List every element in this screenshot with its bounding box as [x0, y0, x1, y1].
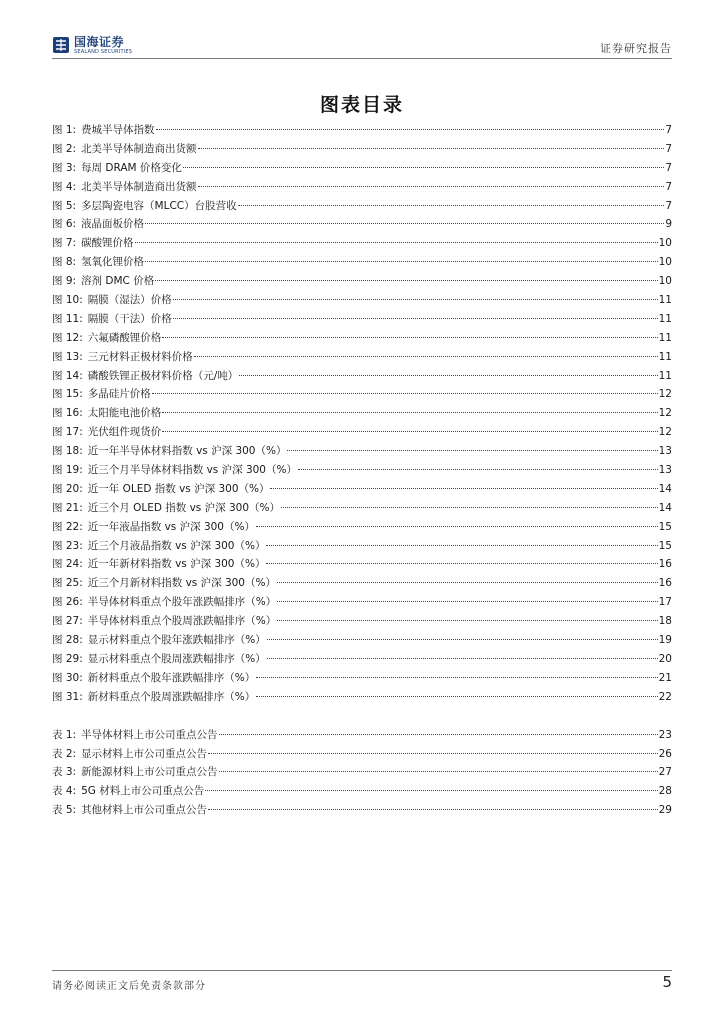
dot-leader	[277, 620, 657, 621]
figure-entry[interactable]	[52, 537, 672, 556]
figure-entry[interactable]	[52, 499, 672, 518]
figure-list	[52, 121, 672, 707]
toc-entry-title: 费城半导体指数	[81, 124, 155, 136]
toc-entry-number: 图 7:	[52, 237, 77, 250]
toc-entry-number: 图 22:	[52, 520, 83, 533]
figure-entry[interactable]	[52, 612, 672, 631]
toc-entry-page: 12	[658, 407, 672, 420]
toc-entry-page: 23	[658, 728, 672, 741]
toc-entry-title: 氢氧化锂价格	[81, 256, 145, 269]
toc-entry-number: 图 16:	[52, 407, 83, 420]
toc-entry-title: 多晶硅片价格	[87, 388, 151, 401]
toc-entry-number: 图 5:	[52, 199, 77, 212]
toc-entry-title: 新材料重点个股年涨跌幅排序（%）	[87, 671, 256, 684]
toc-entry-number: 图 26:	[52, 596, 83, 609]
toc-entry-number: 图 25:	[52, 577, 83, 590]
figure-entry[interactable]	[52, 518, 672, 537]
toc-entry-page: 15	[658, 520, 672, 533]
figure-entry[interactable]	[52, 140, 672, 159]
toc-entry-page: 27	[658, 766, 672, 779]
toc-entry-page: 12	[658, 426, 672, 439]
dot-leader	[277, 582, 658, 583]
figure-entry[interactable]	[52, 555, 672, 574]
toc-entry-title: 半导体材料重点个股年涨跌幅排序（%）	[87, 596, 277, 609]
table-entry[interactable]	[52, 801, 672, 820]
toc-entry-number: 图 15:	[52, 388, 83, 401]
toc-entry-page: 19	[658, 634, 672, 647]
toc-entry-title: 半导体材料重点个股周涨跌幅排序（%）	[87, 615, 277, 628]
toc-entry-title: 近三个月新材料指数 vs 沪深 300（%）	[87, 577, 276, 590]
toc-entry-number: 图 19:	[52, 464, 83, 477]
dot-leader	[162, 412, 657, 413]
dot-leader	[162, 431, 657, 432]
dot-leader	[162, 337, 657, 338]
figure-entry[interactable]	[52, 461, 672, 480]
toc-entry-title: 隔膜（干法）价格	[87, 312, 172, 325]
figure-entry[interactable]	[52, 442, 672, 461]
toc-entry-title: 近三个月半导体材料指数 vs 沪深 300（%）	[87, 464, 297, 477]
toc-entry-number: 表 1:	[52, 728, 77, 741]
figure-entry[interactable]	[52, 423, 672, 442]
dot-leader	[155, 280, 657, 281]
toc-entry-title: 北美半导体制造商出货额	[81, 180, 197, 193]
toc-entry-number: 表 3:	[52, 766, 77, 779]
toc-entry-number: 表 4:	[52, 785, 77, 798]
toc-entry-page: 16	[658, 577, 672, 590]
toc-entry-number: 图 1:	[52, 124, 77, 136]
toc-entry-title: 其他材料上市公司重点公告	[81, 804, 208, 817]
toc-entry-number: 图 28:	[52, 634, 83, 647]
dot-leader	[198, 148, 665, 149]
dot-leader	[194, 356, 658, 357]
toc-entry-title: 碳酸锂价格	[81, 237, 134, 250]
toc-entry-title: 近一年 OLED 指数 vs 沪深 300（%）	[87, 482, 270, 495]
sealand-logo-icon	[52, 36, 70, 54]
dot-leader	[239, 375, 657, 376]
dot-leader	[135, 242, 658, 243]
table-entry[interactable]	[52, 745, 672, 764]
toc-entry-number: 图 27:	[52, 615, 83, 628]
dot-leader	[266, 563, 657, 564]
dot-leader	[281, 507, 658, 508]
toc-entry-page: 22	[658, 690, 672, 703]
figure-entry[interactable]	[52, 404, 672, 423]
report-type: 证券研究报告	[600, 42, 672, 55]
toc-entry-page: 13	[658, 464, 672, 477]
toc-entry-page: 7	[665, 161, 672, 174]
figure-entry[interactable]	[52, 310, 672, 329]
toc-entry-page: 29	[658, 804, 672, 817]
page-footer	[52, 970, 672, 1001]
figure-entry[interactable]	[52, 121, 672, 140]
toc-entry-page: 7	[665, 142, 672, 155]
toc-entry-page: 16	[658, 558, 672, 571]
figure-entry[interactable]	[52, 215, 672, 234]
toc-entry-number: 图 11:	[52, 312, 83, 325]
toc-entry-number: 图 9:	[52, 275, 77, 288]
toc-entry-title: 近三个月液晶指数 vs 沪深 300（%）	[87, 539, 266, 552]
dot-leader	[152, 393, 658, 394]
table-entry[interactable]	[52, 763, 672, 782]
disclaimer-note: 请务必阅读正文后免责条款部分	[52, 981, 206, 992]
dot-leader	[208, 753, 658, 754]
figure-entry[interactable]	[52, 593, 672, 612]
toc-entry-page: 15	[658, 539, 672, 552]
toc-entry-number: 表 2:	[52, 747, 77, 760]
page-header	[52, 30, 672, 59]
toc-entry-number: 图 31:	[52, 690, 83, 703]
toc-entry-title: 5G 材料上市公司重点公告	[81, 785, 205, 798]
figure-entry[interactable]	[52, 385, 672, 404]
toc-entry-number: 图 8:	[52, 256, 77, 269]
toc-entry-title: 半导体材料上市公司重点公告	[81, 728, 218, 741]
dot-leader	[156, 129, 665, 130]
toc-entry-number: 图 13:	[52, 350, 83, 363]
figure-entry[interactable]	[52, 480, 672, 499]
figure-entry[interactable]	[52, 574, 672, 593]
toc-entry-number: 图 24:	[52, 558, 83, 571]
figure-entry[interactable]	[52, 272, 672, 291]
table-entry[interactable]	[52, 726, 672, 745]
toc-entry-title: 显示材料重点个股年涨跌幅排序（%）	[87, 634, 266, 647]
toc-entry-title: 液晶面板价格	[81, 218, 145, 231]
toc-entry-title: 新能源材料上市公司重点公告	[81, 766, 218, 779]
dot-leader	[277, 601, 657, 602]
dot-leader	[145, 223, 664, 224]
toc-entry-number: 图 6:	[52, 218, 77, 231]
toc-entry-page: 9	[665, 218, 672, 231]
dot-leader	[205, 790, 657, 791]
page-number: 5	[662, 973, 672, 991]
toc-entry-page: 14	[658, 482, 672, 495]
dot-leader	[198, 186, 665, 187]
figure-entry[interactable]	[52, 197, 672, 216]
toc-entry-number: 图 4:	[52, 180, 77, 193]
figure-entry[interactable]	[52, 178, 672, 197]
toc-entry-page: 7	[665, 199, 672, 212]
toc-entry-title: 太阳能电池价格	[87, 407, 162, 420]
figure-entry[interactable]	[52, 348, 672, 367]
toc-entry-title: 显示材料上市公司重点公告	[81, 747, 208, 760]
dot-leader	[219, 734, 658, 735]
dot-leader	[145, 261, 658, 262]
dot-leader	[287, 450, 657, 451]
toc-entry-page: 11	[658, 331, 672, 344]
dot-leader	[173, 318, 658, 319]
figure-entry[interactable]	[52, 669, 672, 688]
toc-entry-page: 28	[658, 785, 672, 798]
dot-leader	[256, 526, 658, 527]
toc-entry-number: 图 30:	[52, 671, 83, 684]
toc-entry-page: 7	[665, 180, 672, 193]
logo-chinese-name: 国海证券	[74, 34, 125, 49]
figure-entry[interactable]	[52, 688, 672, 707]
toc-entry-number: 图 20:	[52, 482, 83, 495]
toc-entry-title: 近三个月 OLED 指数 vs 沪深 300（%）	[87, 501, 280, 514]
toc-entry-page: 10	[658, 237, 672, 250]
toc-entry-title: 光伏组件现货价	[87, 426, 162, 439]
figure-entry[interactable]	[52, 253, 672, 272]
toc-entry-title: 北美半导体制造商出货额	[81, 142, 197, 155]
logo-english-name: SEALAND SECURITIES	[74, 48, 133, 55]
page-title: 图表目录	[319, 94, 404, 116]
company-logo	[52, 34, 132, 56]
toc-entry-title: 三元材料正极材料价格	[87, 350, 193, 363]
dot-leader	[256, 696, 657, 697]
toc-entry-page: 21	[658, 671, 672, 684]
figure-entry[interactable]	[52, 367, 672, 386]
toc-entry-number: 图 3:	[52, 161, 77, 174]
toc-entry-number: 图 29:	[52, 652, 83, 665]
toc-entry-number: 图 10:	[52, 294, 83, 307]
table-entry[interactable]	[52, 782, 672, 801]
table-list	[52, 726, 672, 820]
dot-leader	[219, 771, 658, 772]
dot-leader	[208, 809, 658, 810]
toc-entry-page: 26	[658, 747, 672, 760]
toc-entry-title: 显示材料重点个股周涨跌幅排序（%）	[87, 652, 266, 665]
toc-entry-number: 图 21:	[52, 501, 83, 514]
toc-entry-number: 图 18:	[52, 445, 83, 458]
toc-entry-page: 11	[658, 294, 672, 307]
dot-leader	[267, 639, 658, 640]
toc-entry-number: 图 14:	[52, 369, 83, 382]
toc-entry-title: 近一年新材料指数 vs 沪深 300（%）	[87, 558, 266, 571]
toc-entry-page: 20	[658, 652, 672, 665]
figure-entry[interactable]	[52, 329, 672, 348]
dot-leader	[267, 658, 658, 659]
dot-leader	[256, 677, 657, 678]
toc-entry-title: 近一年半导体材料指数 vs 沪深 300（%）	[87, 445, 287, 458]
figure-entry[interactable]	[52, 159, 672, 178]
toc-entry-page: 11	[658, 369, 672, 382]
dot-leader	[298, 469, 658, 470]
dot-leader	[183, 167, 664, 168]
toc-entry-page: 11	[658, 350, 672, 363]
figure-entry[interactable]	[52, 234, 672, 253]
toc-entry-number: 图 2:	[52, 142, 77, 155]
toc-entry-title: 磷酸铁锂正极材料价格（元/吨）	[87, 369, 239, 382]
toc-entry-page: 10	[658, 256, 672, 269]
toc-entry-number: 图 17:	[52, 426, 83, 439]
toc-entry-page: 13	[658, 445, 672, 458]
dot-leader	[173, 299, 658, 300]
table-of-contents	[52, 121, 672, 820]
dot-leader	[270, 488, 657, 489]
toc-entry-page: 7	[665, 124, 672, 136]
toc-entry-title: 多层陶瓷电容（MLCC）台股营收	[81, 199, 237, 212]
figure-entry[interactable]	[52, 631, 672, 650]
toc-entry-page: 14	[658, 501, 672, 514]
toc-entry-page: 18	[658, 615, 672, 628]
dot-leader	[266, 545, 657, 546]
toc-entry-title: 溶剂 DMC 价格	[81, 275, 155, 288]
toc-entry-title: 近一年液晶指数 vs 沪深 300（%）	[87, 520, 255, 533]
dot-leader	[238, 205, 665, 206]
toc-entry-title: 新材料重点个股周涨跌幅排序（%）	[87, 690, 256, 703]
toc-entry-title: 六氟磷酸锂价格	[87, 331, 162, 344]
toc-entry-page: 17	[658, 596, 672, 609]
toc-entry-page: 12	[658, 388, 672, 401]
toc-entry-number: 图 23:	[52, 539, 83, 552]
toc-entry-title: 隔膜（湿法）价格	[87, 294, 172, 307]
toc-entry-title: 每周 DRAM 价格变化	[81, 161, 182, 174]
figure-entry[interactable]	[52, 291, 672, 310]
toc-entry-page: 10	[658, 275, 672, 288]
toc-entry-page: 11	[658, 312, 672, 325]
figure-entry[interactable]	[52, 650, 672, 669]
toc-entry-number: 表 5:	[52, 804, 77, 817]
toc-entry-number: 图 12:	[52, 331, 83, 344]
